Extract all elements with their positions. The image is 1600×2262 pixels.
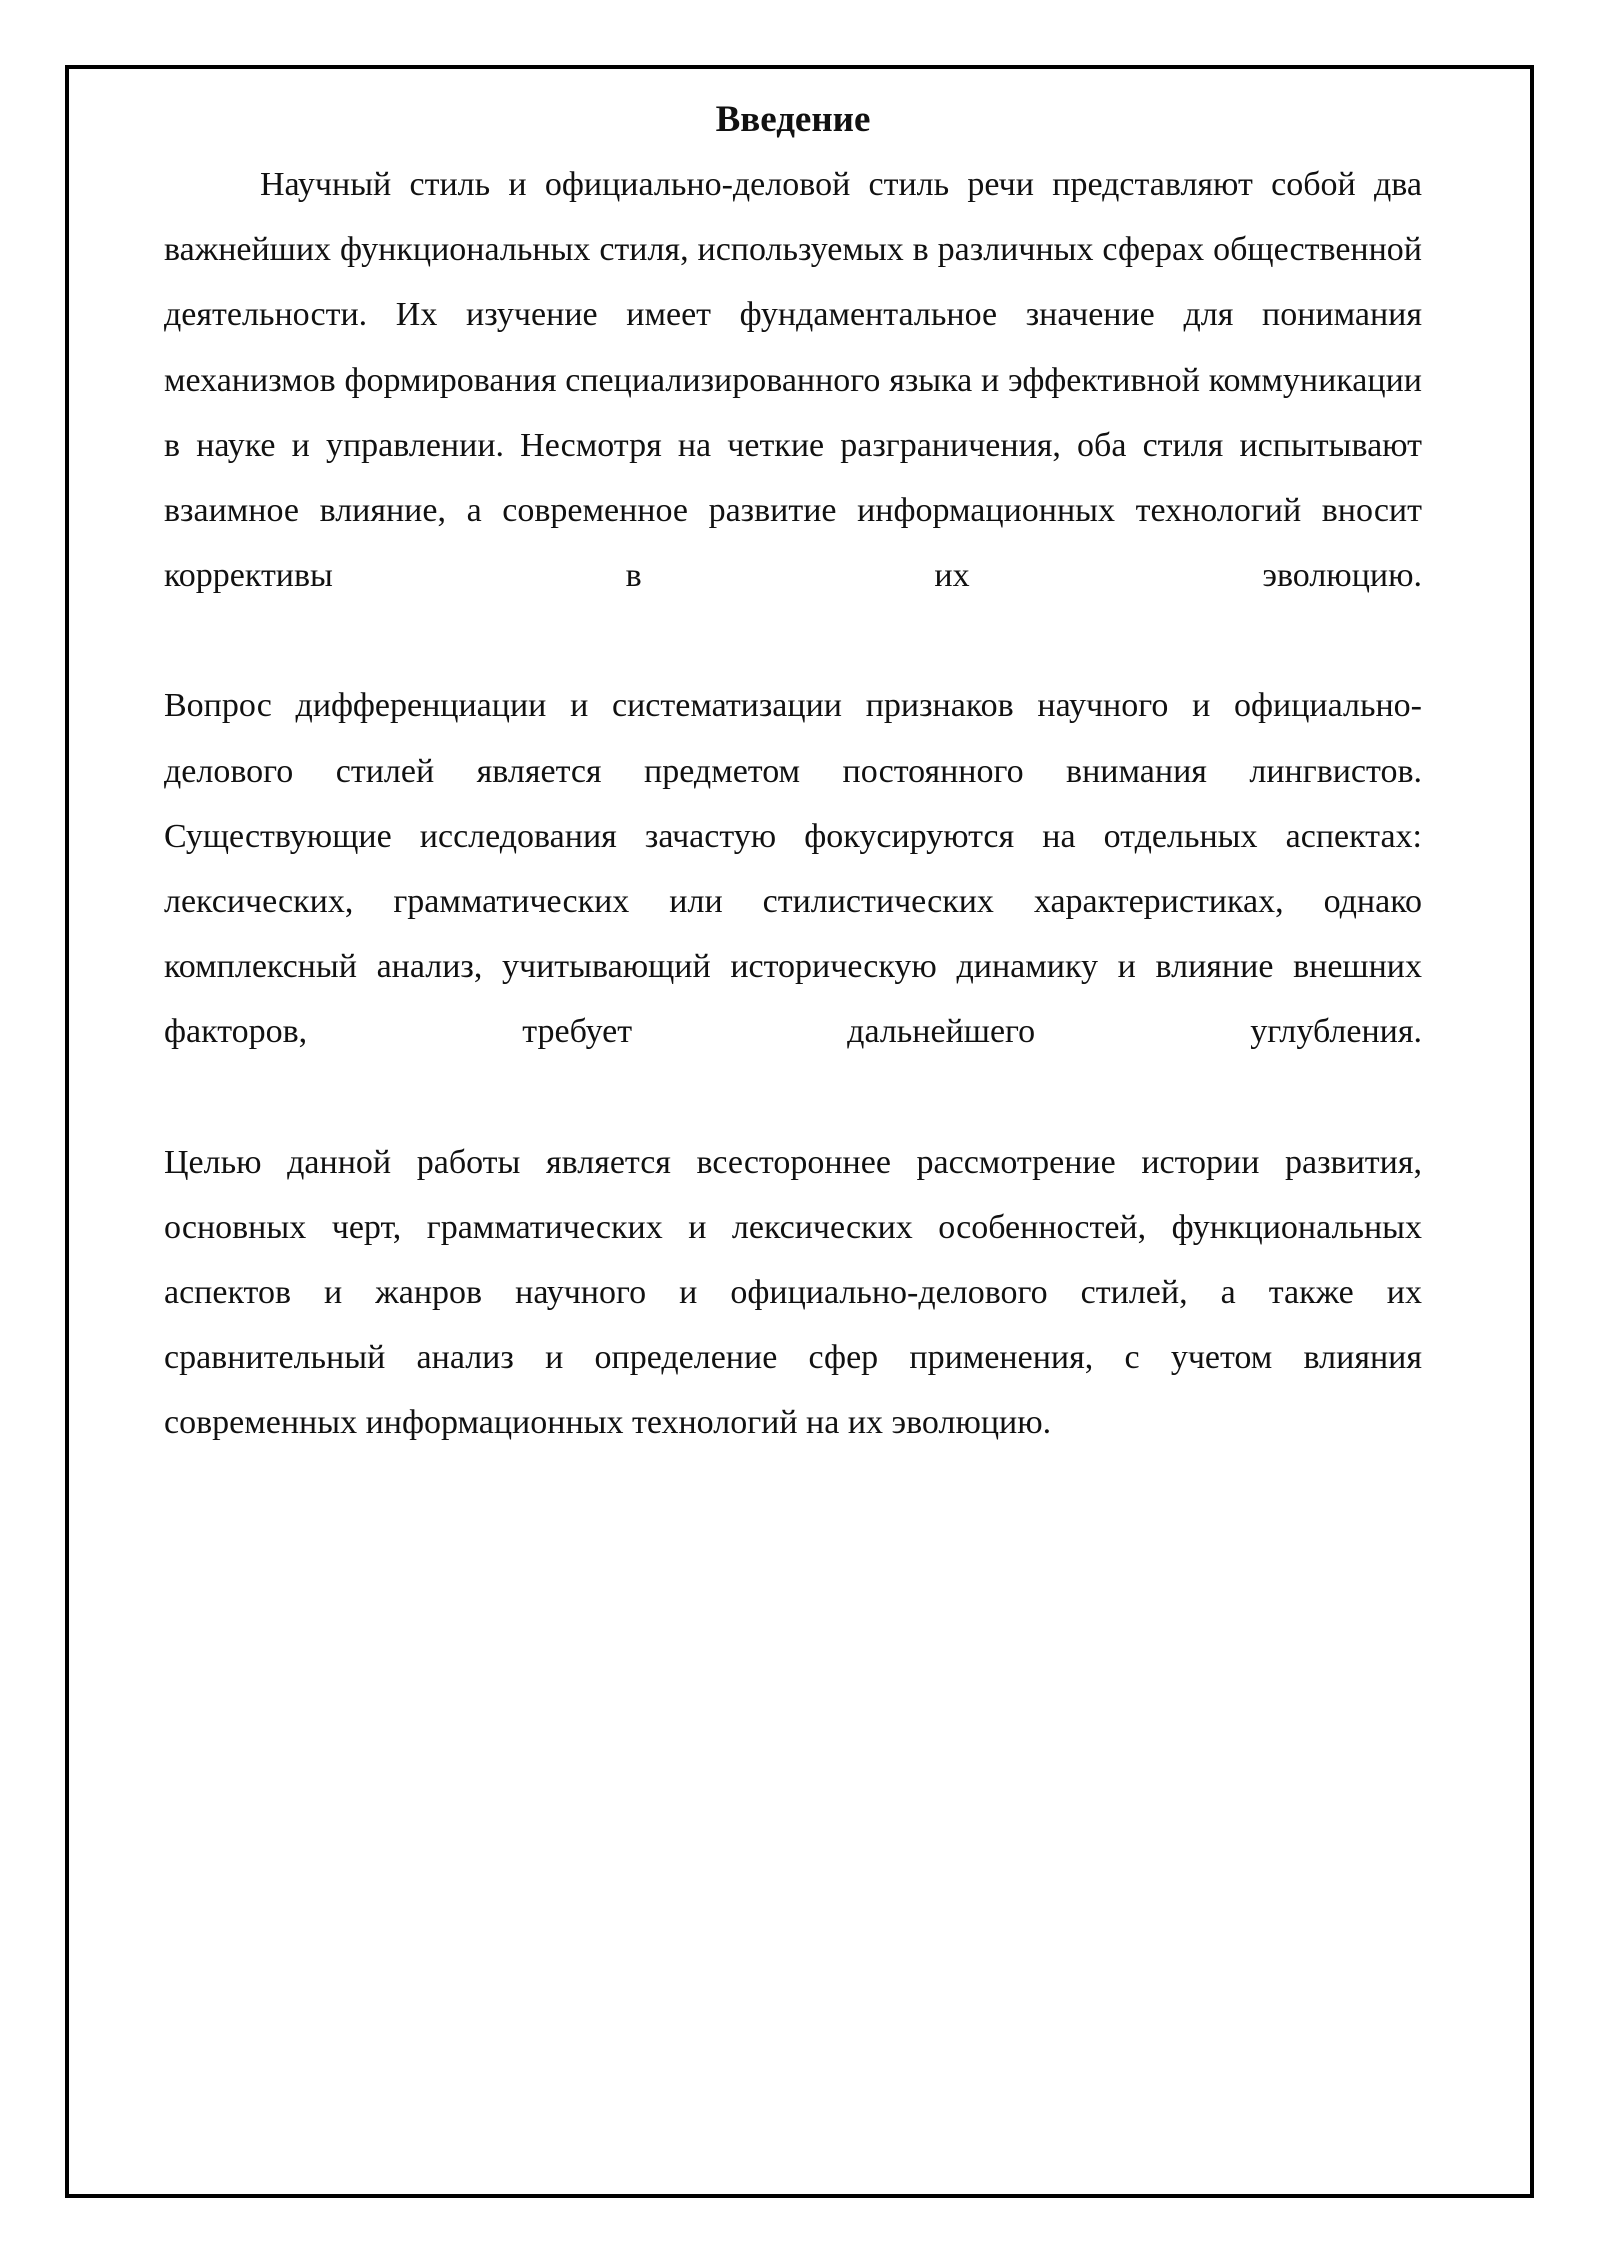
document-title: Введение <box>715 99 871 140</box>
paragraph-goal: Целью данной работы является всестороннее рассмотрение истории развития, основных черт, грамматических и лексических особенностей, функциональных аспектов и жанров научного и официально-делового стилей, а также их сравнительный анализ и определение сфер применения, с учетом влияния современных информационных технологий на их эволюцию. <box>164 1143 1422 1442</box>
paragraph-problem: Вопрос дифференциации и систематизации признаков научного и официально-делового стилей является предметом постоянного внимания лингвистов. Существующие исследования зачастую фокусируются на отдельных аспектах: лексических, грамматических или стилистических характеристиках, однако комплексный анализ, учитывающий историческую динамику и влияние внешних факторов, требует дальнейшего углубления. <box>164 687 1422 1051</box>
paragraph-intro: Научный стиль и официально-деловой стиль речи представляют собой два важнейших функциональных стиля, используемых в различных сферах общественной деятельности. Их изучение имеет фундаментальное значение для понимания механизмов формирования специализированного языка и эффективной коммуникации в науке и управлении. Несмотря на четкие разграничения, оба стиля испытывают взаимное влияние, а современное развитие информационных технологий вносит коррективы в их эволюцию. <box>164 166 1422 595</box>
paragraph-gap <box>164 1065 1422 1130</box>
document-body <box>164 87 1422 1456</box>
paragraph-gap <box>164 608 1422 673</box>
